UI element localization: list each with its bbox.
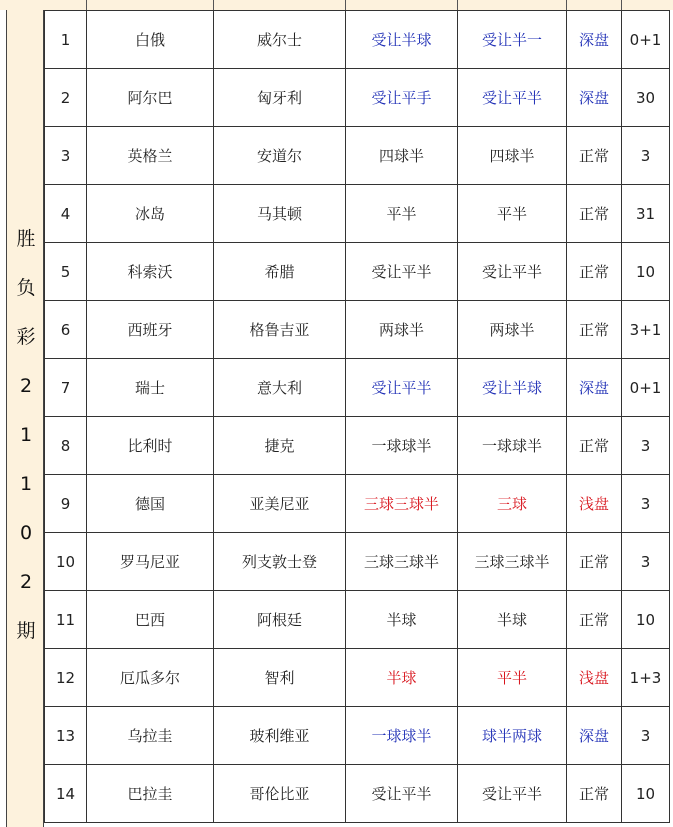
match-number: 1: [45, 11, 87, 69]
issue-title-char: 期: [16, 620, 36, 642]
table-row: [45, 243, 670, 301]
handicap-depth: 深盘: [567, 707, 622, 765]
table-row: [45, 649, 670, 707]
pick-result: 0+1: [622, 359, 670, 417]
pick-result: 10: [622, 591, 670, 649]
away-team: 哥伦比亚: [214, 765, 346, 823]
home-team: 巴拉圭: [87, 765, 214, 823]
away-team: 希腊: [214, 243, 346, 301]
handicap-depth: 正常: [567, 417, 622, 475]
handicap-initial: 一球球半: [346, 707, 458, 765]
handicap-initial: 四球半: [346, 127, 458, 185]
issue-title-char: 胜: [16, 228, 36, 250]
handicap-depth: 正常: [567, 765, 622, 823]
pick-result: 1+3: [622, 649, 670, 707]
home-team: 阿尔巴: [87, 69, 214, 127]
handicap-depth: 正常: [567, 127, 622, 185]
issue-title-char: 彩: [16, 326, 36, 348]
pick-result: 3: [622, 475, 670, 533]
handicap-current: 三球三球半: [458, 533, 567, 591]
home-team: 英格兰: [87, 127, 214, 185]
issue-title-char: 负: [16, 277, 36, 299]
home-team: 西班牙: [87, 301, 214, 359]
match-number: 8: [45, 417, 87, 475]
table-row: [45, 707, 670, 765]
away-team: 马其顿: [214, 185, 346, 243]
pick-result: 0+1: [622, 11, 670, 69]
handicap-initial: 受让平半: [346, 243, 458, 301]
handicap-current: 四球半: [458, 127, 567, 185]
issue-title-char: 2: [19, 571, 33, 593]
away-team: 阿根廷: [214, 591, 346, 649]
match-number: 11: [45, 591, 87, 649]
away-team: 智利: [214, 649, 346, 707]
table-row: [45, 417, 670, 475]
pick-result: 3: [622, 127, 670, 185]
handicap-current: 受让平半: [458, 765, 567, 823]
handicap-initial: 三球三球半: [346, 475, 458, 533]
table-row: [45, 765, 670, 823]
issue-title-char: 1: [19, 473, 33, 495]
match-number: 2: [45, 69, 87, 127]
match-number: 10: [45, 533, 87, 591]
handicap-depth: 正常: [567, 301, 622, 359]
handicap-initial: 受让平半: [346, 765, 458, 823]
home-team: 巴西: [87, 591, 214, 649]
pick-result: 3: [622, 707, 670, 765]
table-row: [45, 591, 670, 649]
handicap-depth: 正常: [567, 533, 622, 591]
home-team: 科索沃: [87, 243, 214, 301]
handicap-initial: 一球球半: [346, 417, 458, 475]
away-team: 玻利维亚: [214, 707, 346, 765]
handicap-current: 半球: [458, 591, 567, 649]
match-number: 12: [45, 649, 87, 707]
handicap-depth: 深盘: [567, 11, 622, 69]
table-row: [45, 359, 670, 417]
handicap-depth: 正常: [567, 243, 622, 301]
handicap-current: 两球半: [458, 301, 567, 359]
handicap-depth: 正常: [567, 185, 622, 243]
table-row: [45, 11, 670, 69]
pick-result: 3+1: [622, 301, 670, 359]
handicap-initial: 受让平手: [346, 69, 458, 127]
handicap-current: 一球球半: [458, 417, 567, 475]
away-team: 亚美尼亚: [214, 475, 346, 533]
away-team: 意大利: [214, 359, 346, 417]
pick-result: 3: [622, 417, 670, 475]
issue-title-column: [6, 10, 44, 827]
handicap-current: 受让半一: [458, 11, 567, 69]
header-strip: [0, 0, 673, 10]
pick-result: 10: [622, 765, 670, 823]
pick-result: 3: [622, 533, 670, 591]
handicap-depth: 深盘: [567, 359, 622, 417]
table-row: [45, 127, 670, 185]
match-number: 4: [45, 185, 87, 243]
home-team: 德国: [87, 475, 214, 533]
table-row: [45, 185, 670, 243]
handicap-initial: 三球三球半: [346, 533, 458, 591]
match-number: 13: [45, 707, 87, 765]
issue-title-char: 2: [19, 375, 33, 397]
home-team: 瑞士: [87, 359, 214, 417]
away-team: 列支敦士登: [214, 533, 346, 591]
handicap-initial: 平半: [346, 185, 458, 243]
handicap-initial: 受让平半: [346, 359, 458, 417]
handicap-current: 受让平半: [458, 243, 567, 301]
handicap-initial: 受让半球: [346, 11, 458, 69]
handicap-initial: 两球半: [346, 301, 458, 359]
issue-title-char: 1: [19, 424, 33, 446]
home-team: 乌拉圭: [87, 707, 214, 765]
away-team: 威尔士: [214, 11, 346, 69]
handicap-initial: 半球: [346, 649, 458, 707]
away-team: 匈牙利: [214, 69, 346, 127]
home-team: 比利时: [87, 417, 214, 475]
handicap-current: 受让半球: [458, 359, 567, 417]
match-number: 5: [45, 243, 87, 301]
table-row: [45, 69, 670, 127]
handicap-depth: 浅盘: [567, 475, 622, 533]
match-number: 9: [45, 475, 87, 533]
match-table: [44, 10, 670, 823]
handicap-depth: 深盘: [567, 69, 622, 127]
home-team: 厄瓜多尔: [87, 649, 214, 707]
home-team: 白俄: [87, 11, 214, 69]
issue-title-char: 0: [19, 522, 33, 544]
issue-title: [7, 215, 45, 656]
away-team: 捷克: [214, 417, 346, 475]
handicap-current: 三球: [458, 475, 567, 533]
table-row: [45, 475, 670, 533]
match-number: 7: [45, 359, 87, 417]
handicap-current: 球半两球: [458, 707, 567, 765]
pick-result: 10: [622, 243, 670, 301]
handicap-depth: 正常: [567, 591, 622, 649]
match-number: 3: [45, 127, 87, 185]
table-row: [45, 301, 670, 359]
handicap-current: 受让平半: [458, 69, 567, 127]
home-team: 冰岛: [87, 185, 214, 243]
away-team: 安道尔: [214, 127, 346, 185]
pick-result: 30: [622, 69, 670, 127]
match-number: 6: [45, 301, 87, 359]
table-row: [45, 533, 670, 591]
home-team: 罗马尼亚: [87, 533, 214, 591]
handicap-current: 平半: [458, 185, 567, 243]
handicap-current: 平半: [458, 649, 567, 707]
match-number: 14: [45, 765, 87, 823]
away-team: 格鲁吉亚: [214, 301, 346, 359]
pick-result: 31: [622, 185, 670, 243]
handicap-initial: 半球: [346, 591, 458, 649]
handicap-depth: 浅盘: [567, 649, 622, 707]
